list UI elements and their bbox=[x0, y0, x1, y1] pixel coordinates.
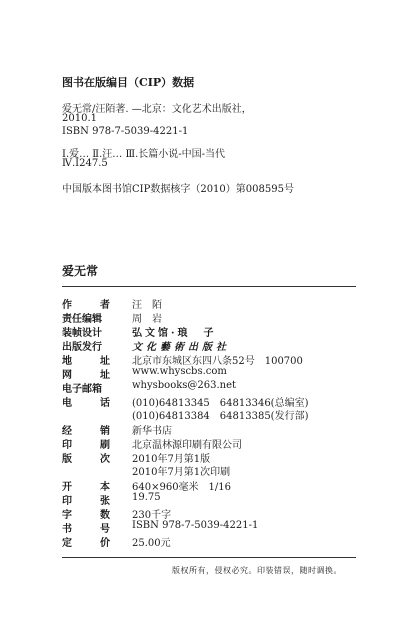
colophon-label-char: 数 bbox=[100, 510, 110, 521]
colophon-label-char: 次 bbox=[100, 454, 110, 465]
colophon-label-char: 印 bbox=[62, 440, 72, 451]
colophon-label bbox=[62, 394, 110, 409]
colophon-label-char: 定 bbox=[62, 538, 72, 549]
colophon-value: 北京温林源印刷有限公司 bbox=[132, 440, 242, 451]
colophon-value: 周 岩 bbox=[132, 314, 162, 325]
colophon-label bbox=[62, 352, 110, 367]
top-rule bbox=[62, 286, 356, 287]
colophon-label-char: 址 bbox=[100, 370, 110, 381]
colophon-value: 25.00元 bbox=[132, 538, 171, 549]
colophon-label bbox=[62, 520, 110, 535]
colophon-label-char: 字 bbox=[62, 510, 72, 521]
colophon-value: 640×960毫米 1/16 bbox=[132, 482, 232, 493]
colophon-label bbox=[62, 366, 110, 381]
colophon-value: 汪 陌 bbox=[132, 300, 162, 311]
colophon-value: 2010年7月第1次印刷 bbox=[132, 466, 231, 478]
colophon-label bbox=[62, 478, 110, 493]
colophon-label-char: 址 bbox=[100, 356, 110, 367]
colophon-label: 装帧设计 bbox=[62, 328, 102, 339]
colophon-value: 2010年7月第1版 bbox=[132, 454, 211, 465]
cip-subject-line-1: Ⅰ.爱… Ⅱ.汪… Ⅲ.长篇小说-中国-当代 bbox=[62, 149, 226, 160]
colophon-label-char: 开 bbox=[62, 482, 72, 493]
colophon-label-char: 书 bbox=[62, 524, 72, 535]
colophon-label-char: 网 bbox=[62, 370, 72, 381]
colophon-value: 230千字 bbox=[132, 510, 172, 521]
colophon-label-char: 电 bbox=[62, 398, 72, 409]
cip-isbn: ISBN 978-7-5039-4221-1 bbox=[62, 126, 189, 137]
colophon-label-char: 地 bbox=[62, 356, 72, 367]
colophon-label bbox=[62, 436, 110, 451]
colophon-label bbox=[62, 296, 110, 311]
colophon-value[interactable]: whysbooks@263.net bbox=[132, 380, 237, 391]
colophon-label-char: 本 bbox=[100, 482, 110, 493]
colophon-value: 弘文馆·琅 子 bbox=[132, 328, 217, 339]
colophon-label-char: 经 bbox=[62, 426, 72, 437]
cip-record-number: 中国版本图书馆CIP数据核字（2010）第008595号 bbox=[62, 184, 294, 195]
colophon-label: 出版发行 bbox=[62, 342, 102, 353]
colophon-label: 电子邮箱 bbox=[62, 384, 102, 395]
colophon-label-char: 价 bbox=[100, 538, 110, 549]
colophon-label-char: 话 bbox=[100, 398, 110, 409]
colophon-label-char: 张 bbox=[100, 496, 110, 507]
colophon-value: 新华书店 bbox=[132, 426, 172, 437]
colophon-label bbox=[62, 492, 110, 507]
colophon-label bbox=[62, 534, 110, 549]
colophon-label: 责任编辑 bbox=[62, 314, 102, 325]
colophon-label bbox=[62, 422, 110, 437]
cip-subject-line-2: Ⅳ.I247.5 bbox=[62, 158, 108, 169]
cip-entry-line-1: 爱无常/汪陌著. —北京：文化艺术出版社， bbox=[62, 104, 252, 115]
colophon-value: 北京市东城区东四八条52号 100700 bbox=[132, 356, 303, 367]
colophon-value: (010)64813345 64813346(总编室) bbox=[132, 398, 309, 409]
book-title: 爱无常 bbox=[62, 264, 99, 278]
cip-heading: 图书在版编目（CIP）数据 bbox=[62, 76, 195, 89]
colophon-value: ISBN 978-7-5039-4221-1 bbox=[132, 520, 259, 531]
bottom-rule bbox=[62, 557, 356, 558]
colophon-label bbox=[62, 506, 110, 521]
colophon-value[interactable]: www.whyscbs.com bbox=[132, 366, 227, 377]
colophon-label-char: 刷 bbox=[100, 440, 110, 451]
colophon-value: 19.75 bbox=[132, 492, 161, 503]
colophon-label-char: 号 bbox=[100, 524, 110, 535]
colophon-label-char: 印 bbox=[62, 496, 72, 507]
colophon-value: 文化藝術出版社 bbox=[132, 342, 230, 353]
cip-entry-line-2: 2010.1 bbox=[62, 113, 97, 124]
colophon-value: (010)64813384 64813385(发行部) bbox=[132, 410, 309, 422]
colophon-label-char: 者 bbox=[100, 300, 110, 311]
colophon-label-char: 销 bbox=[100, 426, 110, 437]
colophon-label bbox=[62, 450, 110, 465]
colophon-label-char: 版 bbox=[62, 454, 72, 465]
colophon-label-char: 作 bbox=[62, 300, 72, 311]
copyright-footer: 版权所有，侵权必究。印装错误，随时调换。 bbox=[172, 566, 342, 575]
